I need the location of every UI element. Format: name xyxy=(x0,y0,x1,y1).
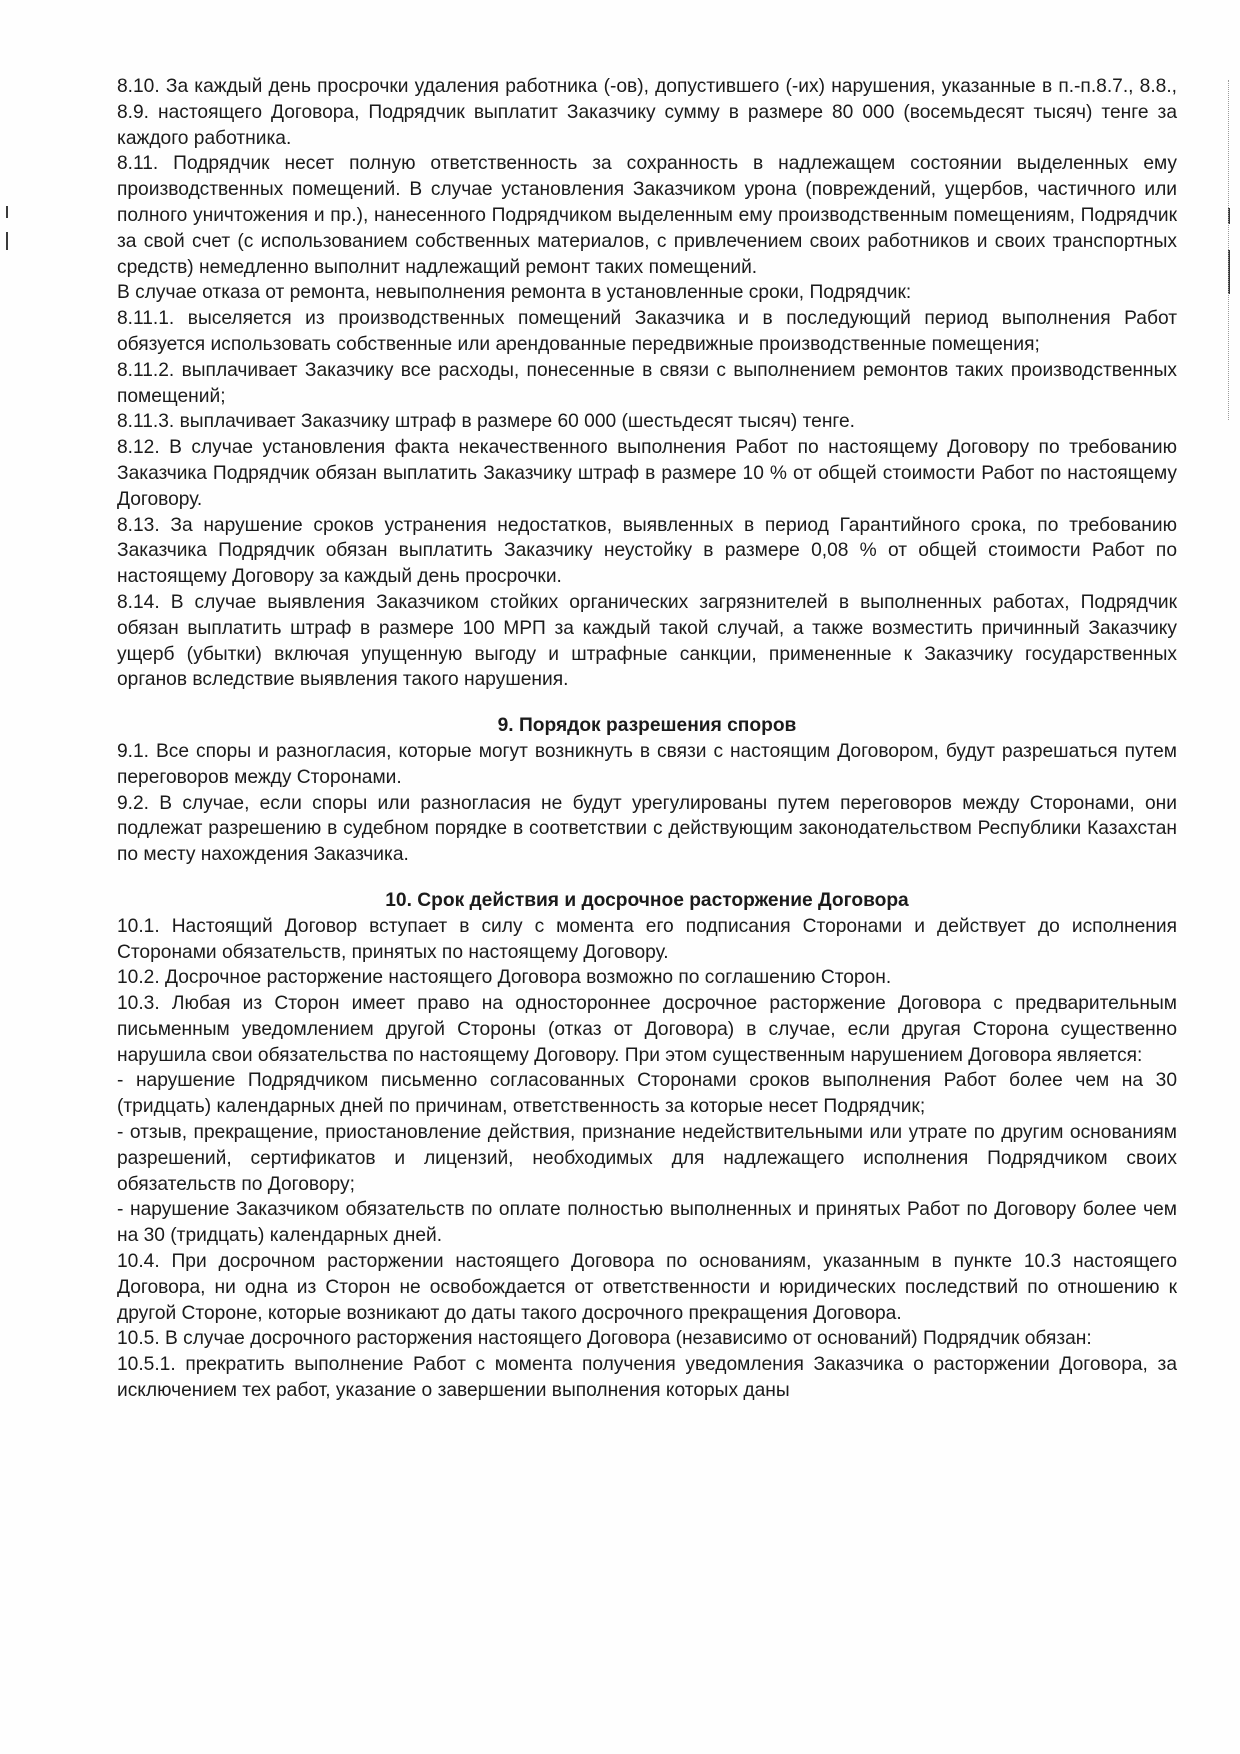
clause-8-12: 8.12. В случае установления факта некачественного выполнения Работ по настоящему Договору по требованию Заказчика Подрядчик обязан выплатить Заказчику штраф в размере 10 % от общей стоимости Работ по настоящему Договору. xyxy=(117,437,1177,510)
clause-10-3-item-3: - нарушение Заказчиком обязательств по оплате полностью выполненных и принятых Работ по Договору более чем на 30 (тридцать) календарных дней. xyxy=(117,1199,1177,1247)
clause-8-11-1: 8.11.1. выселяется из производственных помещений Заказчика и в последующий период выполнения Работ обязуется использовать собственные или арендованные передвижные производственные помещения; xyxy=(117,308,1177,355)
clause-8-11-3: 8.11.3. выплачивает Заказчику штраф в размере 60 000 (шестьдесят тысяч) тенге. xyxy=(117,411,856,433)
clause-10-5: 10.5. В случае досрочного расторжения настоящего Договора (независимо от оснований) Подрядчик обязан: xyxy=(117,1328,1092,1350)
clause-10-2: 10.2. Досрочное расторжение настоящего Договора возможно по соглашению Сторон. xyxy=(117,967,892,989)
clause-10-3: 10.3. Любая из Сторон имеет право на одностороннее досрочное расторжение Договора с предварительным письменным уведомлением другой Стороны (отказ от Договора) в случае, если другая Сторона существенно нарушила свои обязательства по настоящему Договору. При этом существенным нарушением Договора является: xyxy=(117,993,1177,1066)
scan-artifact-right-dots xyxy=(1228,80,1231,420)
clause-8-11-2: 8.11.2. выплачивает Заказчику все расходы, понесенные в связи с выполнением ремонтов таких производственных помещений; xyxy=(117,359,1177,407)
document-body xyxy=(117,74,1177,1404)
section-10-heading: 10. Срок действия и досрочное расторжение Договора xyxy=(385,889,909,911)
clause-8-11-refusal: В случае отказа от ремонта, невыполнения ремонта в установленные сроки, Подрядчик: xyxy=(117,282,912,304)
scan-artifact-left-2 xyxy=(6,232,8,250)
scan-artifact-left-1 xyxy=(6,206,8,218)
clause-8-10: 8.10. За каждый день просрочки удаления работника (-ов), допустившего (-их) нарушения, указанные в п.-п.8.7., 8.8., 8.9. настоящего Договора, Подрядчик выплатит Заказчику сумму в размере 80 000 (восемьдесят тысяч) тенге за каждого работника. xyxy=(117,76,1177,149)
clause-9-2: 9.2. В случае, если споры или разногласия не будут урегулированы путем переговоров между Сторонами, они подлежат разрешению в судебном порядке в соответствии с действующим законодательством Республики Казахстан по месту нахождения Заказчика. xyxy=(117,792,1177,866)
clause-10-4: 10.4. При досрочном расторжении настоящего Договора по основаниям, указанным в пункте 10.3 настоящего Договора, ни одна из Сторон не освобождается от ответственности и юридических последствий по отношению к другой Стороне, которые возникают до даты такого досрочного прекращения Договора. xyxy=(117,1251,1177,1324)
clause-10-3-item-2: - отзыв, прекращение, приостановление действия, признание недействительными или утрате по другим основаниям разрешений, сертификатов и лицензий, необходимых для надлежащего исполнения Подрядчиком своих обязательств по Договору; xyxy=(117,1122,1177,1195)
clause-9-1: 9.1. Все споры и разногласия, которые могут возникнуть в связи с настоящим Договором, будут разрешаться путем переговоров между Сторонами. xyxy=(117,740,1177,788)
clause-8-11: 8.11. Подрядчик несет полную ответственность за сохранность в надлежащем состоянии выделенных ему производственных помещений. В случае установления Заказчиком урона (повреждений, ущербов, частичного или полного уничтожения и пр.), нанесенного Подрядчиком выделенным ему производственным помещениям, Подрядчик за свой счет (с использованием собственных материалов, с привлечением своих работников и своих транспортных средств) немедленно выполнит надлежащий ремонт таких помещений. xyxy=(117,153,1177,278)
clause-10-3-item-1: - нарушение Подрядчиком письменно согласованных Сторонами сроков выполнения Работ более чем на 30 (тридцать) календарных дней по причинам, ответственность за которые несет Подрядчик; xyxy=(117,1070,1177,1118)
section-9-heading: 9. Порядок разрешения споров xyxy=(497,715,797,737)
clause-10-5-1: 10.5.1. прекратить выполнение Работ с момента получения уведомления Заказчика о расторжении Договора, за исключением тех работ, указание о завершении выполнения которых даны xyxy=(117,1354,1177,1402)
clause-10-1: 10.1. Настоящий Договор вступает в силу с момента его подписания Сторонами и действует до исполнения Сторонами обязательств, принятых по настоящему Договору. xyxy=(117,915,1177,963)
clause-8-13: 8.13. За нарушение сроков устранения недостатков, выявленных в период Гарантийного срока, по требованию Заказчика Подрядчик обязан выплатить Заказчику неустойку в размере 0,08 % от общей стоимости Работ по настоящему Договору за каждый день просрочки. xyxy=(117,514,1177,588)
clause-8-14: 8.14. В случае выявления Заказчиком стойких органических загрязнителей в выполненных работах, Подрядчик обязан выплатить штраф в размере 100 МРП за каждый такой случай, а также возместить причинный Заказчику ущерб (убытки) включая упущенную выгоду и штрафные санкции, примененные к Заказчику государственных органов вследствие выявления такого нарушения. xyxy=(117,591,1177,691)
